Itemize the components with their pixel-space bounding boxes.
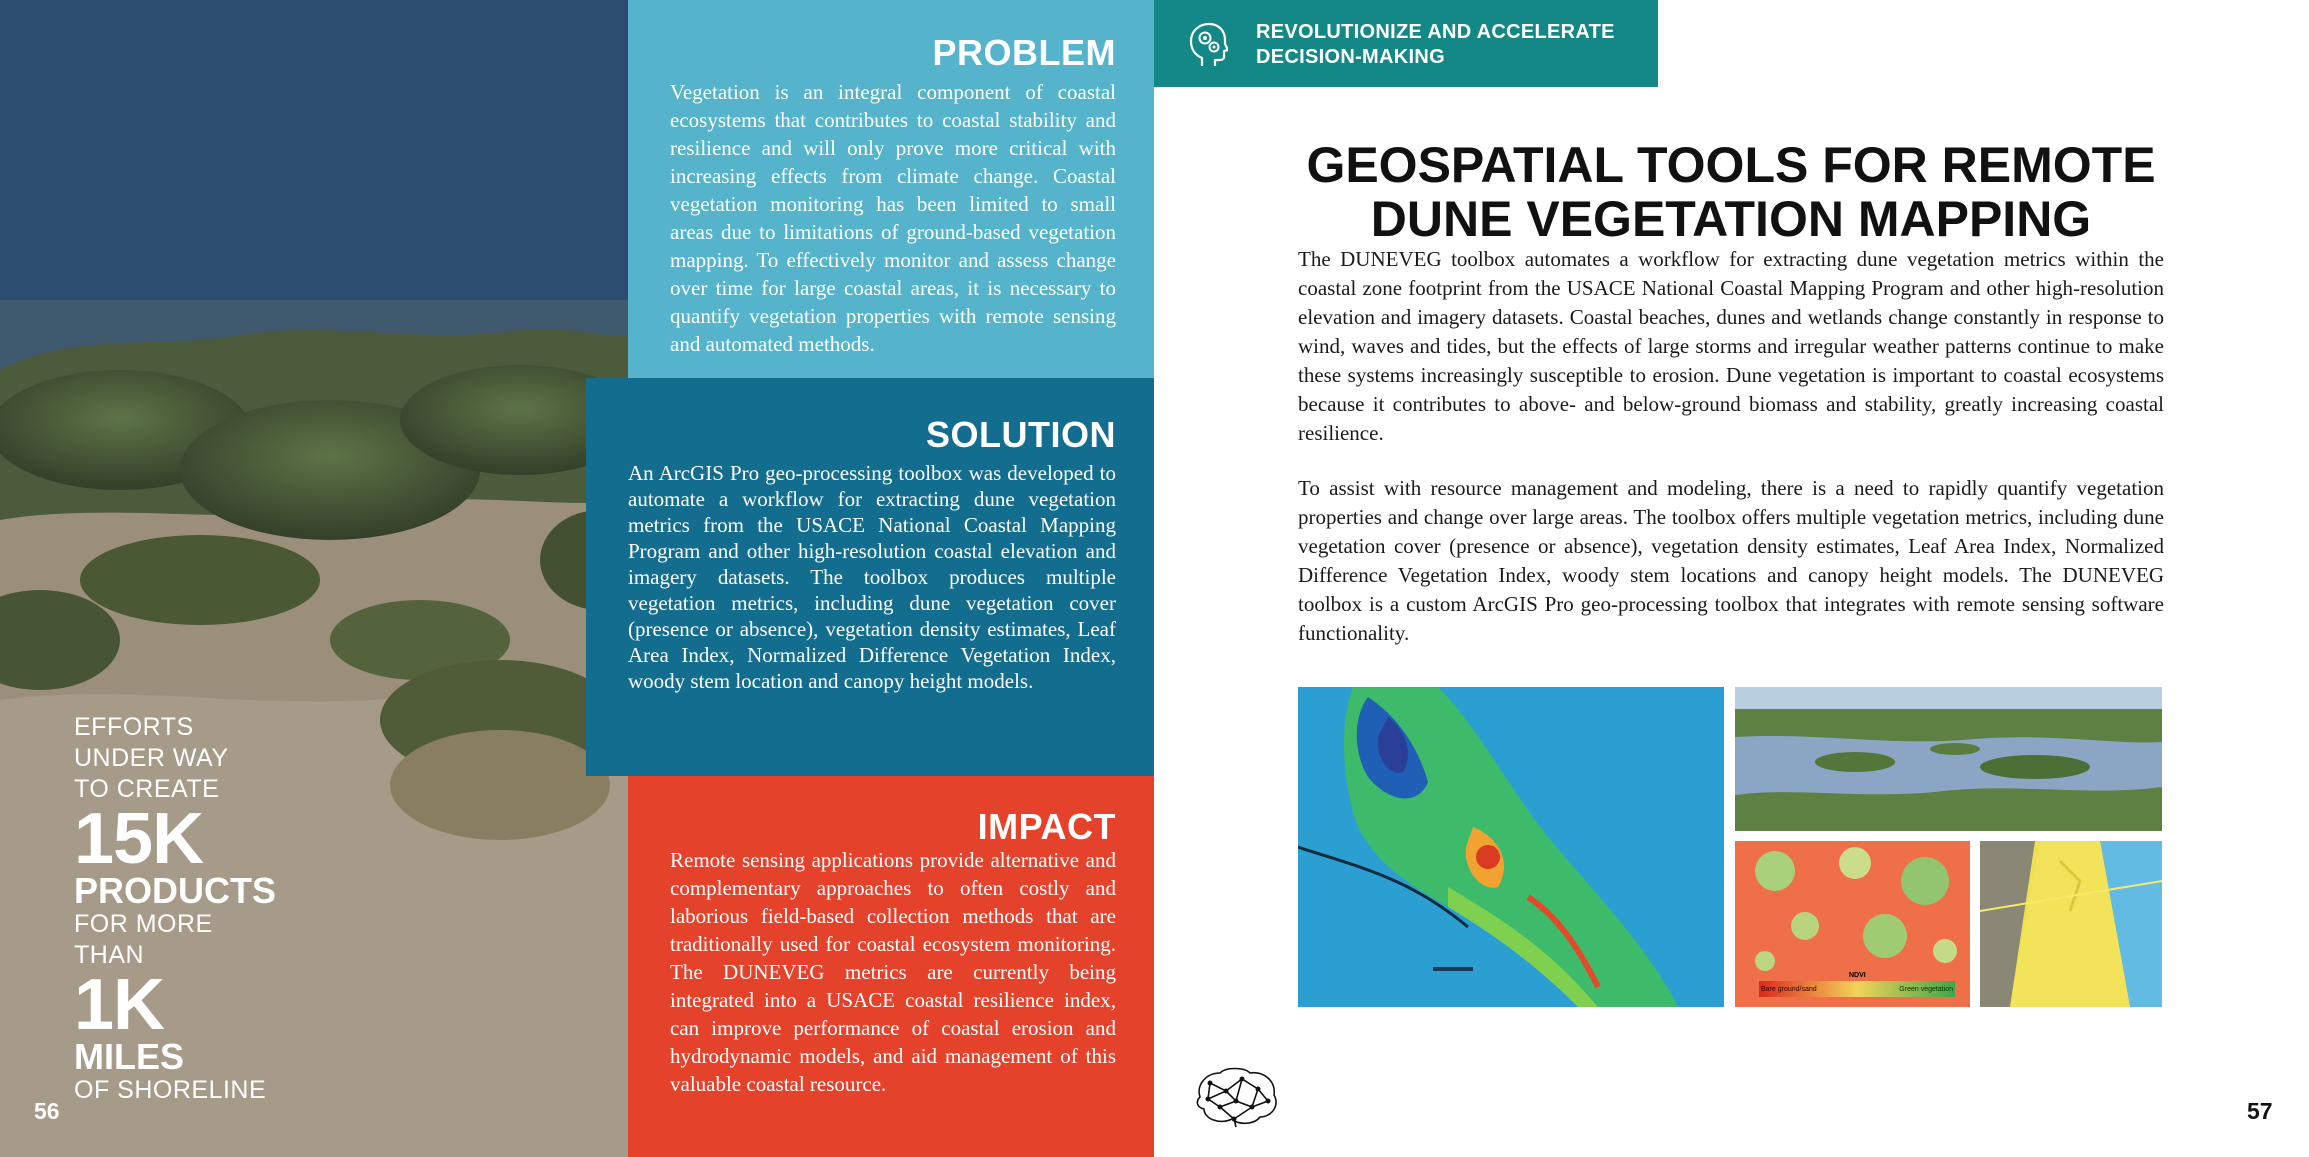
stats-number-products: 15K [74, 799, 204, 879]
banner-text [1256, 20, 1615, 70]
body-paragraph-2: To assist with resource management and modeling, there is a need to rapidly quantify vegetation properties and change over large areas. The toolbox offers multiple vegetation metrics, including dune vegetation cover (presence or absence), vegetation density estimates, Leaf Area Index, Normalized Difference Vegetation Index, woody stem locations and canopy height models. The DUNEVEG toolbox is a custom ArcGIS Pro geo-processing toolbox that integrates with remote sensing software functionality. [1298, 476, 2164, 645]
page-title-line-1: GEOSPATIAL TOOLS FOR REMOTE [1306, 137, 2156, 193]
ndvi-legend [1759, 972, 1955, 997]
page-number-right: 57 [2247, 1098, 2273, 1124]
vegetation-cover-illustration [1980, 841, 2162, 1007]
solution-text: An ArcGIS Pro geo-processing toolbox was developed to automate a workflow for extracting dune vegetation metrics from the USACE National Coastal Mapping Program and other high-resolution coastal elevation and imagery datasets. The toolbox produces multiple vegetation metrics, including dune vegetation cover (presence or absence), vegetation density estimates, Leaf Area Index, Normalized Difference Vegetation Index, woody stem location and canopy height models. [628, 461, 1116, 693]
stats-line-6: OF SHORELINE [74, 1076, 267, 1104]
page-title [1298, 138, 2164, 246]
problem-panel [628, 0, 1154, 378]
elevation-map-image [1298, 687, 1724, 1007]
stats-label-products: PRODUCTS [74, 870, 277, 911]
vegetation-cover-map-image [1980, 841, 2162, 1007]
wetland-photo [1735, 687, 2162, 831]
head-gears-icon [1188, 22, 1228, 68]
ndvi-map-image [1735, 841, 1970, 1007]
body-paragraph-1: The DUNEVEG toolbox automates a workflow for extracting dune vegetation metrics within the coastal zone footprint from the USACE National Coastal Mapping Program and other high-resolution elevation and imagery datasets. Coastal beaches, dunes and wetlands change constantly in response to wind, waves and tides, but the effects of large storms and irregular weather patterns continue to make these systems increasingly susceptible to erosion. Dune vegetation is important to coastal ecosystems because it contributes to above- and below-ground biomass and stability, greatly increasing coastal resilience. [1298, 247, 2164, 445]
ndvi-legend-high: Green vegetation [1899, 986, 1953, 993]
ndvi-legend-low: Bare ground/sand [1761, 986, 1817, 993]
problem-text: Vegetation is an integral component of coastal ecosystems that contributes to coastal stability and resilience and will only prove more critical with increasing effects from climate change. Coastal vegetation monitoring has been limited to small areas due to limitations of ground-based vegetation mapping. To effectively monitor and assess change over time for large coastal areas, it is necessary to quantify vegetation properties with remote sensing and automated methods. [670, 80, 1116, 356]
banner-line-1: REVOLUTIONIZE AND ACCELERATE [1256, 21, 1615, 43]
solution-panel [586, 378, 1154, 776]
stats-line-1: EFFORTS [74, 713, 194, 741]
wetland-photo-illustration [1735, 687, 2162, 831]
stats-line-2: UNDER WAY [74, 744, 229, 772]
elevation-map-illustration [1298, 687, 1724, 1007]
stats-label-miles: MILES [74, 1036, 185, 1077]
ndvi-legend-title: NDVI [1849, 972, 1866, 979]
shoreline-stats [74, 712, 394, 1106]
section-banner [1154, 0, 1658, 87]
problem-heading: PROBLEM [932, 32, 1116, 73]
impact-panel [628, 776, 1154, 1157]
solution-heading: SOLUTION [926, 414, 1116, 455]
page-number-left: 56 [34, 1098, 60, 1124]
impact-heading: IMPACT [977, 806, 1116, 847]
banner-line-2: DECISION-MAKING [1256, 46, 1445, 68]
stats-line-5: THAN [74, 941, 145, 969]
stats-number-miles: 1K [74, 965, 165, 1045]
stats-line-4: FOR MORE [74, 910, 213, 938]
dune-photo [0, 0, 630, 1157]
brain-network-icon [1190, 1063, 1282, 1129]
page-title-line-2: DUNE VEGETATION MAPPING [1370, 191, 2092, 247]
impact-text: Remote sensing applications provide alternative and complementary approaches to often costly and laborious field-based collection methods that are traditionally used for coastal ecosystem monitoring. The DUNEVEG metrics are currently being integrated into a USACE coastal resilience index, can improve performance of coastal erosion and hydrodynamic models, and aid management of this valuable coastal resource. [670, 848, 1116, 1096]
stats-line-3: TO CREATE [74, 775, 220, 803]
